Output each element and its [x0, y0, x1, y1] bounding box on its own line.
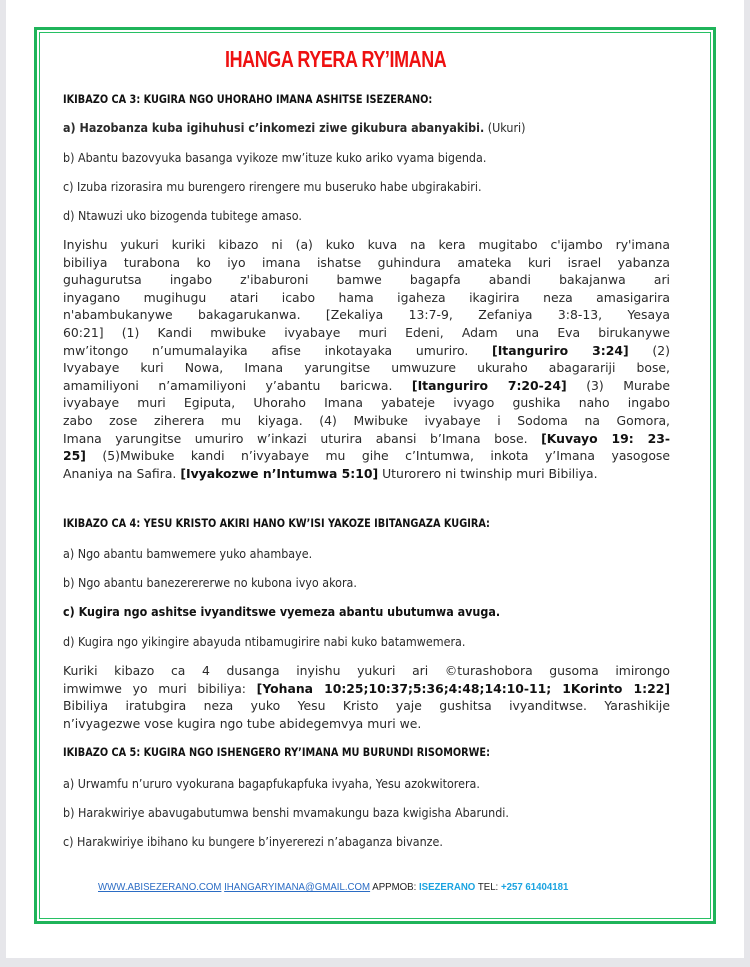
paragraph-line: Ivyabaye kuri Nowa, Imana yarungitse umwuzure ukuraho abagarariji bose, [63, 360, 670, 376]
section-4-option-d: d) Kugira ngo yikingire abayuda ntibamugirire nabi kuko batamwemera. [63, 634, 466, 649]
app-label: APPMOB: [372, 881, 417, 893]
text: mw’itongo n’umumalayika afise inkotayaka umuriro. [63, 342, 469, 358]
scripture-reference: 25] [63, 448, 86, 464]
section-5-option-b: b) Harakwiriye abavugabutumwa benshi mvamakungu baza kwigisha Abarundi. [63, 805, 509, 820]
paragraph-line [63, 447, 670, 465]
text: (5)Mwibuke kandi n’ivyabaye mu gihe c’Intumwa, inkota y’Imana yasogose [102, 448, 670, 464]
text: Uturorero ni twinship muri Bibiliya. [382, 465, 598, 481]
section-5-option-c: c) Harakwiriye ibihano ku bungere b’inyererezi n’abaganza bivanze. [63, 834, 443, 849]
paragraph-line: Bibiliya iratubgira neza yuko Yesu Kristo yaje gushitsa ivyanditwse. Yarashikije [63, 698, 670, 714]
document-title: IHANGA RYERA RY’IMANA [225, 46, 447, 72]
phone-number: +257 61404181 [500, 881, 569, 893]
section-4-option-c: c) Kugira ngo ashitse ivyanditswe vyemeza abantu ubutumwa avuga. [63, 604, 501, 619]
paragraph-line [63, 430, 670, 448]
paragraph-line: bibiliya turabona ko iyo imana ishatse guhindura amateka kuri israel yabanza [63, 254, 670, 270]
answer-note: (Ukuri) [487, 120, 526, 135]
paragraph-line [63, 377, 670, 395]
paragraph-line [63, 680, 670, 698]
section-3-explanation [63, 236, 670, 482]
scripture-reference: [Itanguriro 7:20-24] [411, 377, 567, 393]
text: (2) [652, 342, 670, 358]
scripture-reference: [Itanguriro 3:24] [492, 342, 629, 358]
tel-label: TEL: [477, 881, 499, 893]
paragraph-line: guhagurutsa ingabo z'ibaburoni bamwe bagapfa abandi bakajanwa ari [63, 272, 670, 288]
paragraph-line: n’ivyagezwe vose kugira ngo tube abidegemvya muri we. [63, 715, 422, 731]
text: amamiliyoni n’amamiliyoni y’abantu baricwa. [63, 377, 393, 393]
text: Imana yarungitse umuriro w’inkazi uturira abansi b’Imana bose. [63, 430, 528, 446]
section-5-heading: IKIBAZO CA 5: KUGIRA NGO ISHENGERO RY’IMANA MU BURUNDI RISOMORWE: [63, 745, 490, 759]
section-5-option-a: a) Urwamfu n’ururo vyokurana bagapfukapfuka ivyaha, Yesu azokwitorera. [63, 776, 480, 791]
section-3-heading: IKIBAZO CA 3: KUGIRA NGO UHORAHO IMANA ASHITSE ISEZERANO: [63, 92, 433, 106]
paragraph-line: zabo zose ziherera mu kiyaga. (4) Mwibuke ivyabaye i Sodoma na Gomora, [63, 412, 670, 428]
paragraph-line [63, 465, 670, 483]
section-4-heading: IKIBAZO CA 4: YESU KRISTO AKIRI HANO KW’ISI YAKOZE IBITANGAZA KUGIRA: [63, 516, 490, 530]
scripture-reference: [Yohana 10:25;10:37;5:36;4:48;14:10-11; 1Korinto 1:22] [256, 680, 670, 696]
website-link[interactable]: WWW.ABISEZERANO.COM [98, 881, 222, 893]
document-page [6, 0, 744, 958]
paragraph-line: inyagano mugihugu atari icabo hama igaheza ikagirira neza amasigarira [63, 289, 670, 305]
text: Ananiya na Safira. [63, 465, 177, 481]
option-label: a) Hazobanza kuba igihuhusi c’inkomezi ziwe gikubura abanyakibi. [63, 120, 485, 135]
text: (3) Murabe [586, 377, 670, 393]
email-link[interactable]: IHANGARYIMANA@GMAIL.COM [224, 881, 371, 893]
paragraph-line [63, 342, 670, 360]
paragraph-line: n'abambukanywe bakagarukanwa. [Zekaliya 13:7-9, Zefaniya 3:8-13, Yesaya [63, 307, 670, 323]
section-3-option-b: b) Abantu bazovyuka basanga vyikoze mw’ituze kuko ariko vyama bigenda. [63, 150, 487, 165]
section-3-option-c: c) Izuba rizorasira mu burengero rirengere mu buseruko habe ubgirakabiri. [63, 179, 482, 194]
footer-contact [98, 881, 568, 893]
text: imwimwe yo muri bibiliya: [63, 680, 246, 696]
section-3-option-a [63, 120, 525, 135]
app-name: ISEZERANO [418, 881, 476, 893]
paragraph-line: Kuriki kibazo ca 4 dusanga inyishu yukuri ari ©turashobora gusoma imirongo [63, 663, 670, 678]
paragraph-line: ivyabaye muri Egiputa, Uhoraho Imana yabateje ivyago gushika naho ingabo [63, 395, 670, 411]
paragraph-line: 60:21] (1) Kandi mwibuke ivyabaye muri Edeni, Adam una Eva birukanywe [63, 324, 670, 340]
section-4-explanation [63, 662, 670, 732]
scripture-reference: [Kuvayo 19: 23- [541, 430, 670, 446]
scripture-reference: [Ivyakozwe n’Intumwa 5:10] [180, 465, 379, 481]
section-4-option-b: b) Ngo abantu banezerererwe no kubona ivyo akora. [63, 575, 357, 590]
section-3-option-d: d) Ntawuzi uko bizogenda tubitege amaso. [63, 208, 302, 223]
section-4-option-a: a) Ngo abantu bamwemere yuko ahambaye. [63, 546, 313, 561]
paragraph-line: Inyishu yukuri kuriki kibazo ni (a) kuko kuva na kera mugitabo c'ijambo ry'imana [63, 237, 670, 252]
